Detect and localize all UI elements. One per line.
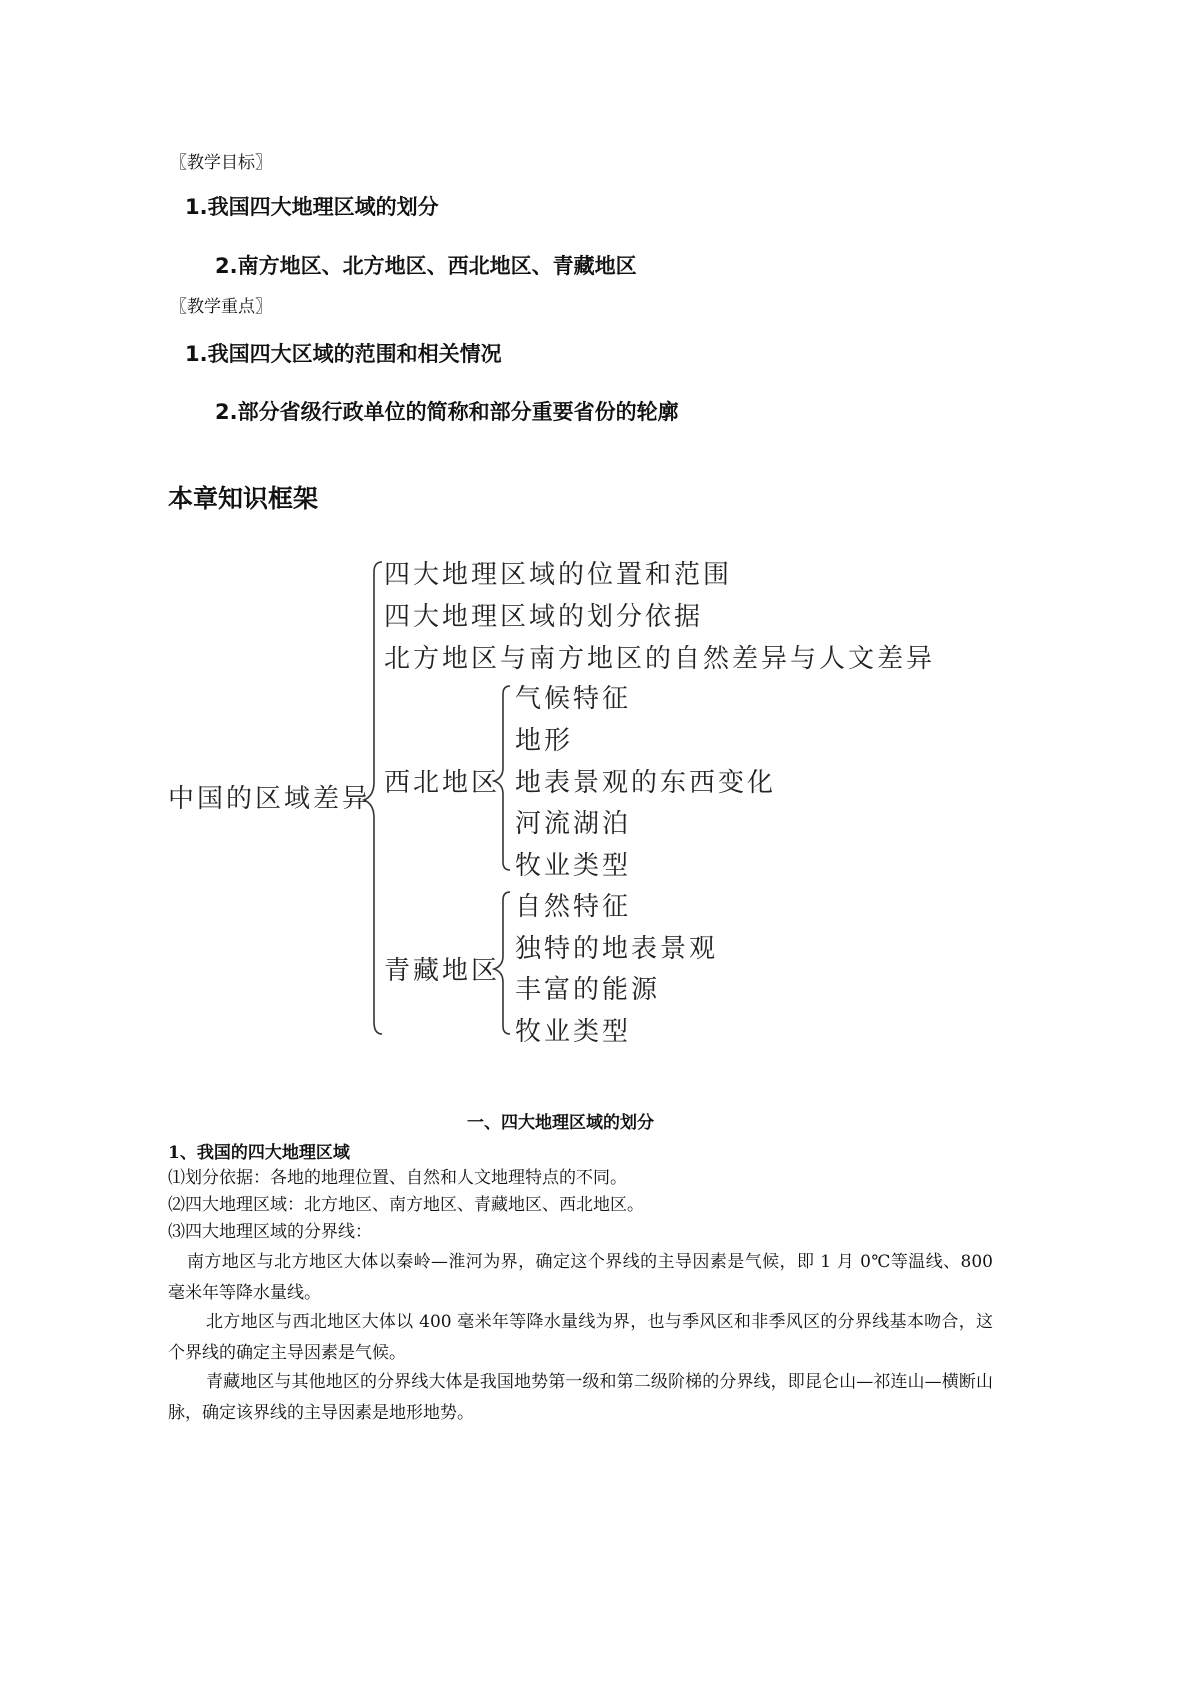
qingzang-item-3: 丰富的能源 xyxy=(515,975,661,1005)
teaching-goal-item-1: 1.我国四大地理区域的划分 xyxy=(185,195,439,219)
qingzang-item-2: 独特的地表景观 xyxy=(515,934,719,964)
framework-northwest-label: 西北地区 xyxy=(384,768,501,798)
qingzang-item-1: 自然特征 xyxy=(515,892,632,922)
northwest-item-1: 气候特征 xyxy=(515,684,632,714)
teaching-goals-heading: 〖教学目标〗 xyxy=(170,153,272,173)
northwest-item-2: 地形 xyxy=(515,726,574,756)
chapter-framework-title: 本章知识框架 xyxy=(168,484,319,513)
teaching-focus-item-2: 2.部分省级行政单位的简称和部分重要省份的轮廓 xyxy=(215,400,679,424)
qingzang-brace xyxy=(490,890,516,1040)
paragraph-qingzang: 青藏地区与其他地区的分界线大体是我国地势第一级和第二级阶梯的分界线，即昆仑山—祁连山—横断山脉，确定该界线的主导因素是地形地势。 xyxy=(168,1372,993,1423)
northwest-item-3: 地表景观的东西变化 xyxy=(515,768,777,798)
teaching-focus-item-1: 1.我国四大区域的范围和相关情况 xyxy=(185,342,502,366)
northwest-item-4: 河流湖泊 xyxy=(515,809,632,839)
boundaries-line: ⑶四大地理区域的分界线： xyxy=(168,1222,372,1242)
teaching-goal-item-2: 2.南方地区、北方地区、西北地区、青藏地区 xyxy=(215,254,637,278)
paragraph-north-northwest: 北方地区与西北地区大体以 400 毫米年等降水量线为界，也与季风区和非季风区的分界线基本吻合，这个界线的确定主导因素是气候。 xyxy=(168,1312,993,1363)
section-title xyxy=(0,1108,1191,1133)
paragraph-south-north: 南方地区与北方地区大体以秦岭—淮河为界，确定这个界线的主导因素是气候，即 1 月 0℃等温线、800 毫米年等降水量线。 xyxy=(168,1252,993,1303)
section-subtitle: 1、我国的四大地理区域 xyxy=(168,1143,350,1163)
regions-line: ⑵四大地理区域：北方地区、南方地区、青藏地区、西北地区。 xyxy=(168,1195,644,1215)
framework-root: 中国的区域差异 xyxy=(168,784,372,814)
framework-qingzang-label: 青藏地区 xyxy=(384,956,501,986)
basis-line: ⑴划分依据：各地的地理位置、自然和人文地理特点的不同。 xyxy=(168,1168,627,1188)
qingzang-item-4: 牧业类型 xyxy=(515,1017,632,1047)
northwest-brace xyxy=(490,684,516,874)
framework-top-item-2: 四大地理区域的划分依据 xyxy=(384,602,704,632)
northwest-item-5: 牧业类型 xyxy=(515,851,632,881)
teaching-focus-heading: 〖教学重点〗 xyxy=(170,297,272,317)
framework-top-item-1: 四大地理区域的位置和范围 xyxy=(384,560,733,590)
framework-top-item-3: 北方地区与南方地区的自然差异与人文差异 xyxy=(384,644,936,674)
section-title-text: 一、四大地理区域的划分 xyxy=(467,1113,654,1133)
